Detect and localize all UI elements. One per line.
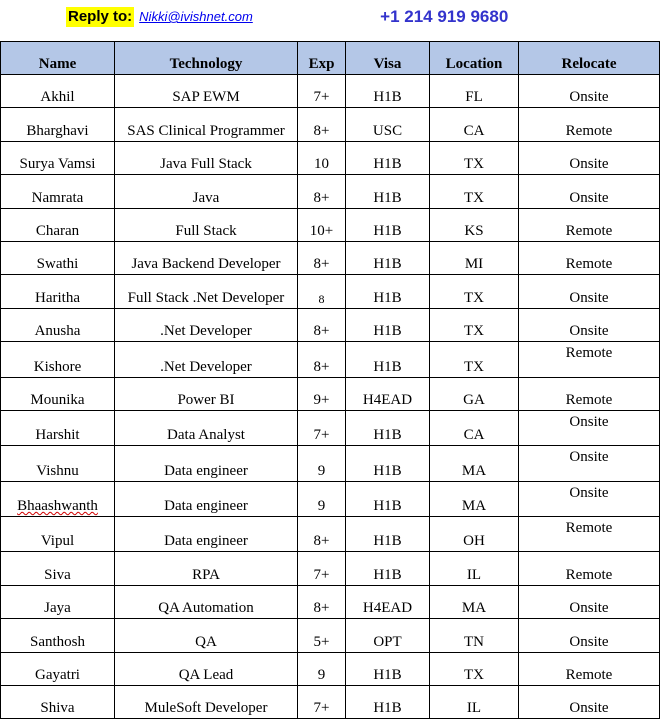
cell-name: Surya Vamsi [1, 141, 115, 174]
column-header-technology: Technology [115, 42, 298, 75]
cell-visa: H1B [346, 75, 430, 108]
cell-name: Jaya [1, 585, 115, 618]
cell-technology: .Net Developer [115, 308, 298, 341]
cell-relocate: Remote [519, 377, 660, 410]
table-row [1, 75, 660, 108]
table-row [1, 208, 660, 241]
cell-technology: Data engineer [115, 517, 298, 552]
cell-exp: 9 [298, 652, 346, 685]
cell-technology: .Net Developer [115, 342, 298, 377]
cell-name: Gayatri [1, 652, 115, 685]
cell-relocate: Remote [519, 342, 660, 377]
cell-location: KS [430, 208, 519, 241]
cell-technology: Power BI [115, 377, 298, 410]
cell-location: OH [430, 517, 519, 552]
spellcheck-text: Bhaashwanth [17, 498, 98, 515]
cell-name: Harshit [1, 410, 115, 445]
cell-relocate: Onsite [519, 75, 660, 108]
cell-location: MA [430, 585, 519, 618]
cell-technology: RPA [115, 552, 298, 585]
cell-name: Bharghavi [1, 108, 115, 141]
cell-visa: H4EAD [346, 377, 430, 410]
cell-relocate: Remote [519, 652, 660, 685]
cell-visa: H1B [346, 517, 430, 552]
cell-exp: 10 [298, 141, 346, 174]
table-row [1, 342, 660, 377]
cell-exp: 9+ [298, 377, 346, 410]
cell-location: MI [430, 241, 519, 274]
cell-visa: USC [346, 108, 430, 141]
cell-exp: 8+ [298, 175, 346, 208]
cell-location: MA [430, 481, 519, 516]
cell-exp: 7+ [298, 686, 346, 719]
cell-visa: H1B [346, 686, 430, 719]
cell-exp: 8+ [298, 585, 346, 618]
table-body [1, 75, 660, 719]
cell-visa: H4EAD [346, 585, 430, 618]
cell-exp: 7+ [298, 75, 346, 108]
cell-relocate: Remote [519, 241, 660, 274]
cell-technology: SAP EWM [115, 75, 298, 108]
cell-visa: H1B [346, 275, 430, 308]
table-row [1, 585, 660, 618]
table-row [1, 446, 660, 481]
cell-name: Namrata [1, 175, 115, 208]
cell-visa: H1B [346, 481, 430, 516]
cell-technology: Data Analyst [115, 410, 298, 445]
cell-technology: MuleSoft Developer [115, 686, 298, 719]
table-row [1, 377, 660, 410]
cell-location: IL [430, 686, 519, 719]
cell-technology: Data engineer [115, 446, 298, 481]
reply-header [66, 6, 508, 28]
cell-technology: SAS Clinical Programmer [115, 108, 298, 141]
cell-technology: Java Full Stack [115, 141, 298, 174]
table-header-row [1, 42, 660, 75]
cell-name: Mounika [1, 377, 115, 410]
reply-phone: +1 214 919 9680 [380, 7, 509, 26]
cell-visa: OPT [346, 619, 430, 652]
cell-location: CA [430, 410, 519, 445]
cell-exp: 9 [298, 481, 346, 516]
table-row [1, 141, 660, 174]
cell-relocate: Onsite [519, 308, 660, 341]
cell-exp: 8+ [298, 342, 346, 377]
column-header-exp: Exp [298, 42, 346, 75]
cell-location: GA [430, 377, 519, 410]
cell-location: FL [430, 75, 519, 108]
table-row [1, 619, 660, 652]
cell-relocate: Remote [519, 108, 660, 141]
cell-name: Charan [1, 208, 115, 241]
cell-location: TX [430, 342, 519, 377]
cell-name: Santhosh [1, 619, 115, 652]
cell-exp: 10+ [298, 208, 346, 241]
cell-relocate: Onsite [519, 585, 660, 618]
cell-exp: 8+ [298, 241, 346, 274]
cell-visa: H1B [346, 342, 430, 377]
cell-location: TX [430, 308, 519, 341]
table-row [1, 308, 660, 341]
cell-exp: 8+ [298, 517, 346, 552]
cell-relocate: Onsite [519, 619, 660, 652]
cell-name: Akhil [1, 75, 115, 108]
table-row [1, 410, 660, 445]
cell-name: Shiva [1, 686, 115, 719]
cell-relocate: Onsite [519, 175, 660, 208]
cell-relocate: Onsite [519, 410, 660, 445]
cell-relocate: Onsite [519, 446, 660, 481]
cell-technology: Java [115, 175, 298, 208]
cell-visa: H1B [346, 141, 430, 174]
cell-exp: 8+ [298, 108, 346, 141]
cell-name: Siva [1, 552, 115, 585]
table-row [1, 517, 660, 552]
cell-exp: 8+ [298, 308, 346, 341]
cell-technology: Full Stack [115, 208, 298, 241]
cell-location: TX [430, 652, 519, 685]
table-row [1, 481, 660, 516]
cell-location: CA [430, 108, 519, 141]
reply-label: Reply to: [68, 8, 133, 25]
cell-visa: H1B [346, 552, 430, 585]
cell-technology: QA Lead [115, 652, 298, 685]
table-row [1, 108, 660, 141]
cell-technology: QA Automation [115, 585, 298, 618]
column-header-location: Location [430, 42, 519, 75]
cell-location: TX [430, 141, 519, 174]
cell-visa: H1B [346, 175, 430, 208]
cell-technology: Full Stack .Net Developer [115, 275, 298, 308]
cell-exp: 7+ [298, 552, 346, 585]
cell-name: Anusha [1, 308, 115, 341]
cell-visa: H1B [346, 308, 430, 341]
candidates-table [0, 41, 660, 719]
cell-relocate: Onsite [519, 141, 660, 174]
cell-visa: H1B [346, 652, 430, 685]
table-row [1, 552, 660, 585]
cell-location: TX [430, 275, 519, 308]
cell-location: TX [430, 175, 519, 208]
cell-visa: H1B [346, 410, 430, 445]
cell-visa: H1B [346, 208, 430, 241]
cell-location: IL [430, 552, 519, 585]
cell-name: Vishnu [1, 446, 115, 481]
cell-technology: Java Backend Developer [115, 241, 298, 274]
cell-name: Vipul [1, 517, 115, 552]
column-header-visa: Visa [346, 42, 430, 75]
table-row [1, 175, 660, 208]
cell-relocate: Onsite [519, 481, 660, 516]
cell-name: Kishore [1, 342, 115, 377]
column-header-name: Name [1, 42, 115, 75]
cell-location: MA [430, 446, 519, 481]
table-row [1, 652, 660, 685]
cell-exp: 9 [298, 446, 346, 481]
cell-relocate: Remote [519, 208, 660, 241]
cell-relocate: Remote [519, 517, 660, 552]
cell-visa: H1B [346, 446, 430, 481]
cell-name: Haritha [1, 275, 115, 308]
column-header-relocate: Relocate [519, 42, 660, 75]
cell-exp: 5+ [298, 619, 346, 652]
cell-visa: H1B [346, 241, 430, 274]
table-row [1, 275, 660, 308]
cell-name: Swathi [1, 241, 115, 274]
table-row [1, 686, 660, 719]
cell-location: TN [430, 619, 519, 652]
cell-name [1, 481, 115, 516]
cell-technology: QA [115, 619, 298, 652]
cell-exp: 7+ [298, 410, 346, 445]
cell-exp: 8 [298, 275, 346, 308]
reply-email-link[interactable]: Nikki@ivishnet.com [139, 9, 253, 24]
cell-relocate: Onsite [519, 275, 660, 308]
table-row [1, 241, 660, 274]
cell-technology: Data engineer [115, 481, 298, 516]
cell-relocate: Remote [519, 552, 660, 585]
cell-relocate: Onsite [519, 686, 660, 719]
